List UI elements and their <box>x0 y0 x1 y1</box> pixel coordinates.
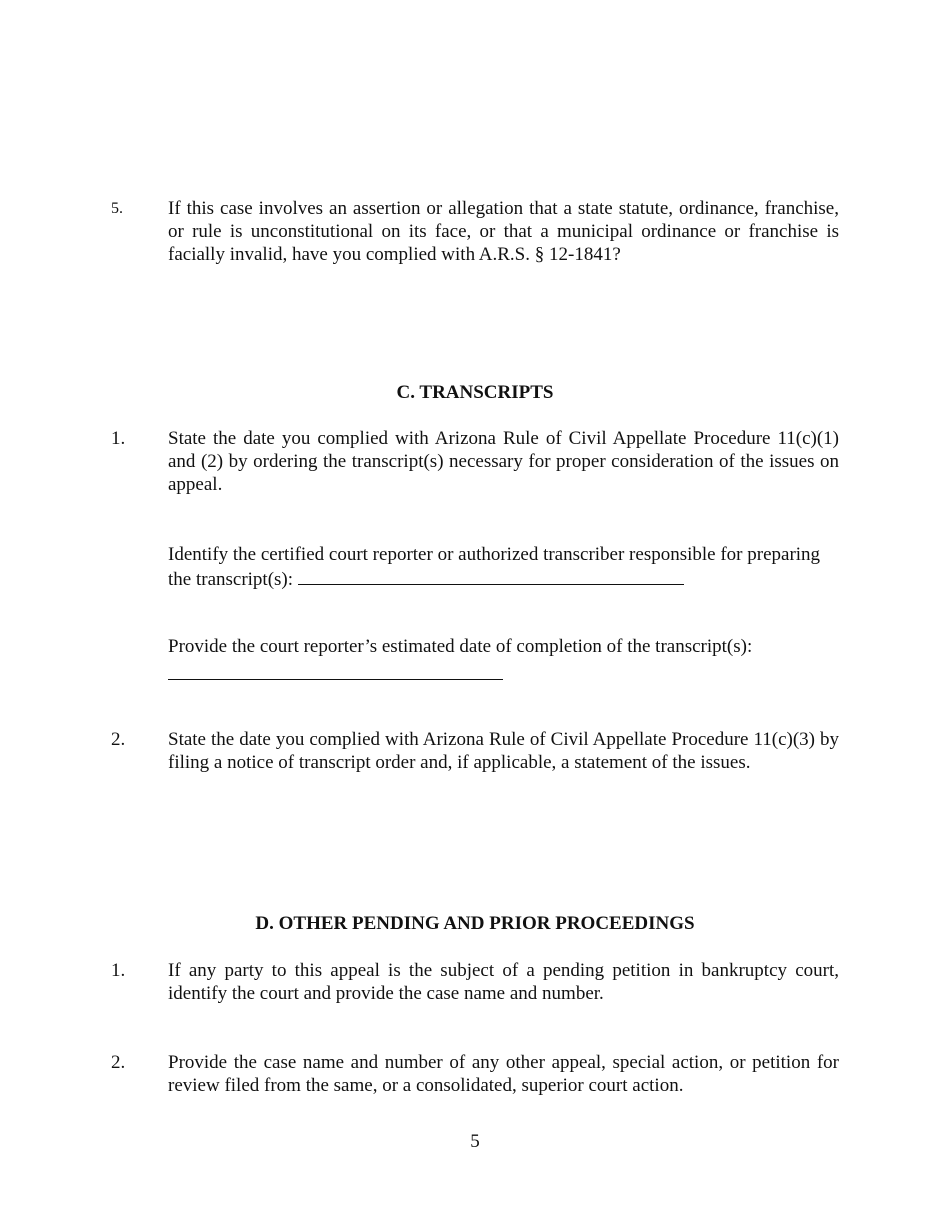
completion-prompt: Provide the court reporter’s estimated date of completion of the transcript(s): <box>168 636 753 657</box>
item-text: Provide the case name and number of any other appeal, special action, or petition for review filed from the same, or a consolidated, superior court action. <box>168 1052 839 1096</box>
item-number: 1. <box>111 960 126 981</box>
reporter-prompt-text: Identify the certified court reporter or authorized transcriber responsible for preparing the transcript(s): <box>168 544 821 590</box>
item-text: State the date you complied with Arizona Rule of Civil Appellate Procedure 11(c)(3) by filing a notice of transcript order and, if applicable, a statement of the issues. <box>168 729 839 773</box>
item-number: 1. <box>111 428 126 449</box>
completion-date-blank[interactable] <box>168 679 503 680</box>
reporter-prompt <box>168 543 839 591</box>
reporter-answer-blank[interactable] <box>298 566 684 585</box>
item-number: 2. <box>111 1052 126 1073</box>
page-number: 5 <box>470 1131 480 1152</box>
item-number: 2. <box>111 729 126 750</box>
section-heading-transcripts: C. TRANSCRIPTS <box>396 382 554 403</box>
item-text: If this case involves an assertion or allegation that a state statute, ordinance, franchise, or rule is unconstitutional on its face, or that a municipal ordinance or franchise is facially invalid, have you complied with A.R.S. § 12-1841? <box>168 198 839 265</box>
section-heading-other-proceedings: D. OTHER PENDING AND PRIOR PROCEEDINGS <box>255 913 695 934</box>
item-number: 5. <box>111 200 123 217</box>
item-text: State the date you complied with Arizona Rule of Civil Appellate Procedure 11(c)(1) and (2) by ordering the transcript(s) necessary for proper consideration of the issues on appeal. <box>168 428 839 495</box>
item-text: If any party to this appeal is the subject of a pending petition in bankruptcy court, identify the court and provide the case name and number. <box>168 960 839 1004</box>
